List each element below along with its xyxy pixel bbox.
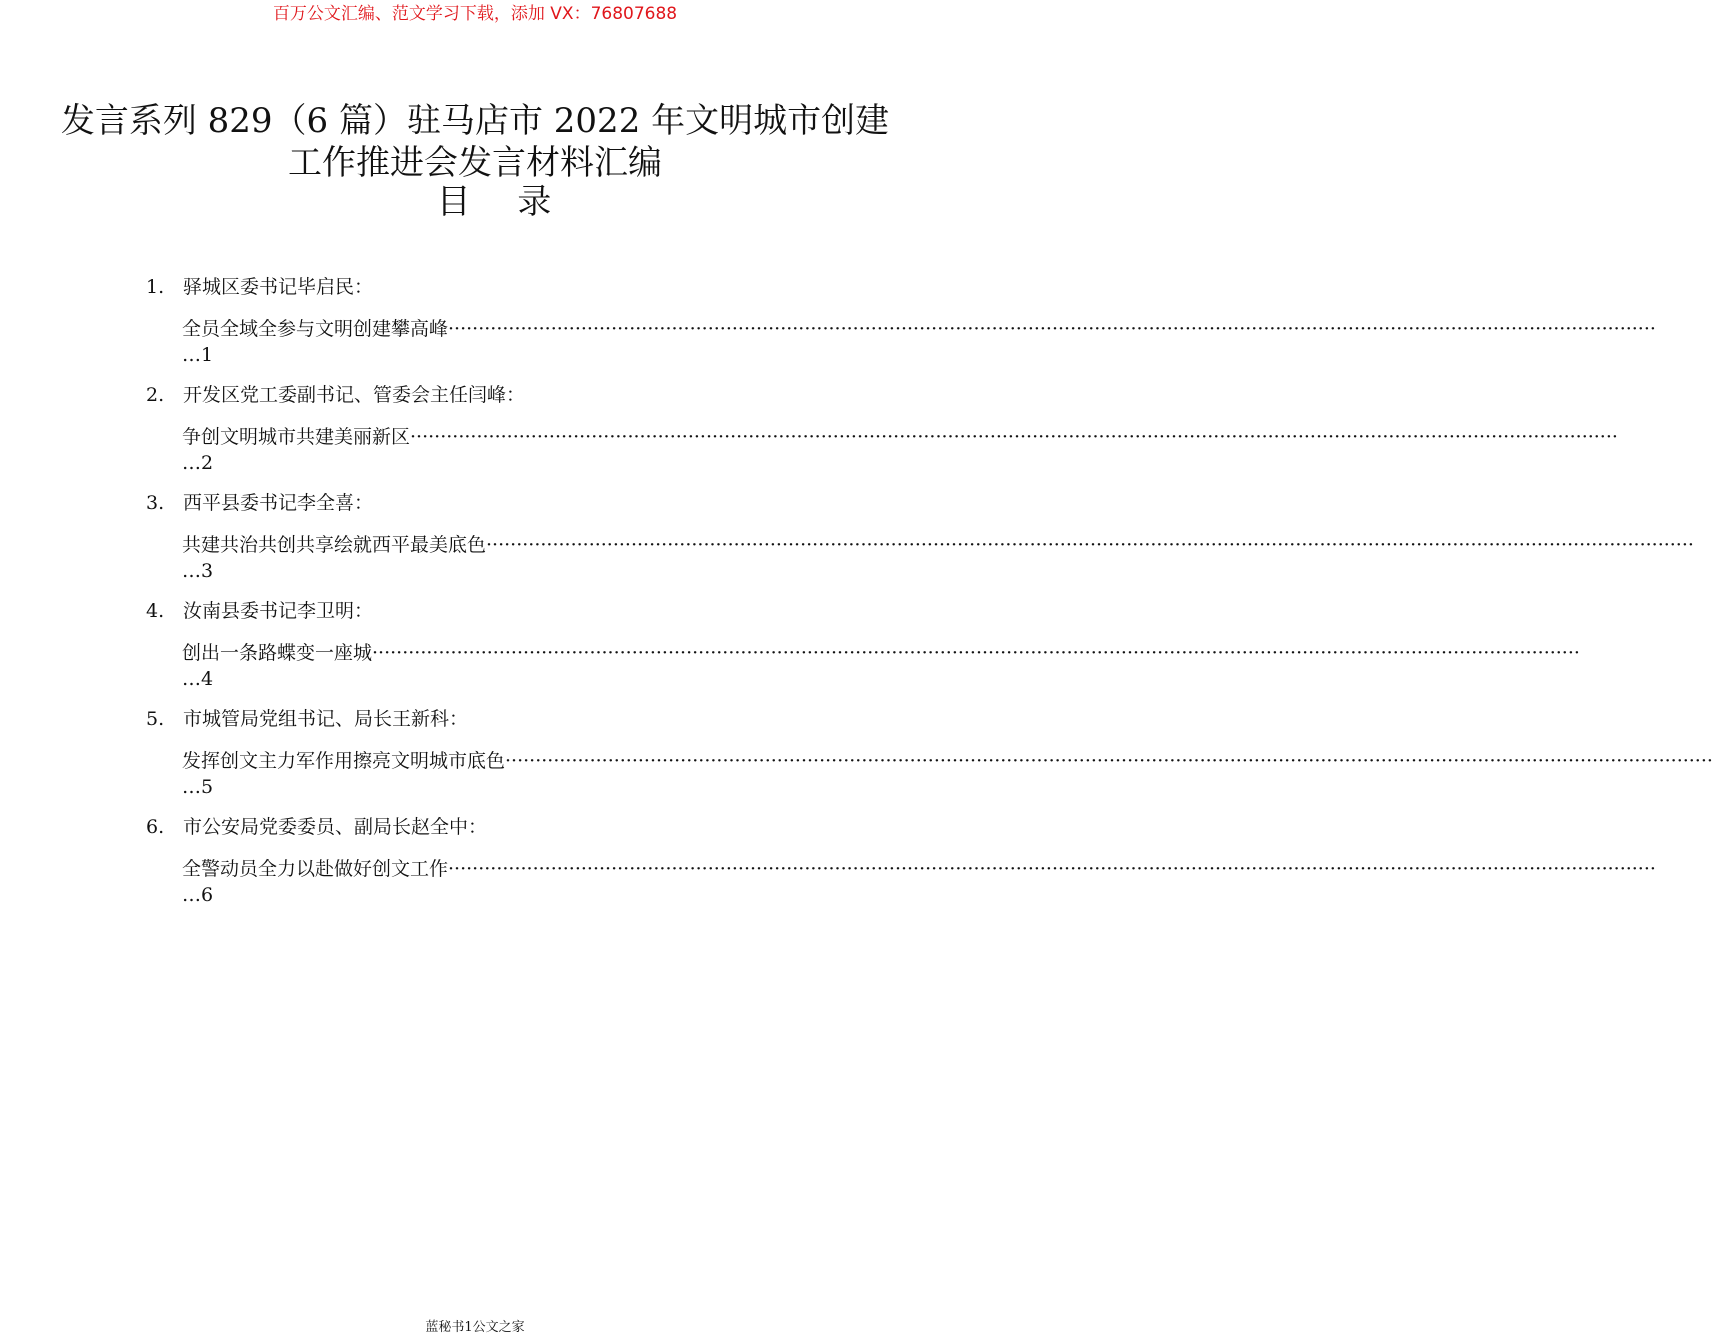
toc-entry-number: 5. (146, 708, 165, 730)
toc-speech-line[interactable] (182, 314, 1656, 344)
toc-entry (146, 272, 1656, 380)
toc-speaker-line (146, 272, 373, 302)
toc-page-number: …2 (182, 452, 214, 474)
toc-speaker-line (146, 488, 373, 518)
toc-entry-number: 4. (146, 600, 165, 622)
toc-speech-line[interactable] (182, 746, 1713, 776)
dot-leader: ········································································································································································································ (505, 750, 1713, 772)
toc-page-number: …5 (182, 776, 214, 798)
toc-speech-title[interactable]: 发挥创文主力军作用擦亮文明城市底色 (182, 750, 506, 772)
table-of-contents (146, 272, 1713, 920)
toc-heading: 目 录 (436, 182, 570, 222)
toc-entry (146, 704, 1713, 812)
document-title: 发言系列 829（6 篇）驻马店市 2022 年文明城市创建工作推进会发言材料汇编 (60, 101, 890, 183)
toc-entry-number: 1. (146, 276, 165, 298)
toc-entry-number: 6. (146, 816, 165, 838)
toc-page-number: …6 (182, 884, 214, 906)
dot-leader: ········································································································································································································ (486, 534, 1694, 556)
toc-speech-line[interactable] (182, 530, 1694, 560)
toc-entry (146, 488, 1694, 596)
toc-speech-title[interactable]: 共建共治共创共享绘就西平最美底色 (182, 534, 487, 556)
toc-speaker: 开发区党工委副书记、管委会主任闫峰： (183, 384, 526, 406)
toc-entry (146, 380, 1618, 488)
toc-entry-number: 3. (146, 492, 165, 514)
toc-speaker: 市城管局党组书记、局长王新科： (183, 708, 469, 730)
toc-entry (146, 812, 1656, 920)
toc-speech-title[interactable]: 创出一条路蝶变一座城 (182, 642, 373, 664)
toc-speech-line[interactable] (182, 638, 1580, 668)
toc-speaker-line (146, 704, 468, 734)
toc-speech-line[interactable] (182, 422, 1618, 452)
promo-banner: 百万公文汇编、范文学习下载，添加 VX：76807688 (272, 4, 678, 24)
toc-speech-title[interactable]: 争创文明城市共建美丽新区 (182, 426, 411, 448)
toc-speech-title[interactable]: 全警动员全力以赴做好创文工作 (182, 858, 449, 880)
toc-page-number: …3 (182, 560, 214, 582)
toc-speech-title[interactable]: 全员全域全参与文明创建攀高峰 (182, 318, 449, 340)
dot-leader: ········································································································································································································ (372, 642, 1580, 664)
toc-speaker: 驿城区委书记毕启民： (183, 276, 374, 298)
toc-speaker: 汝南县委书记李卫明： (183, 600, 374, 622)
toc-speech-line[interactable] (182, 854, 1656, 884)
toc-entry-number: 2. (146, 384, 165, 406)
page-footer: 蓝秘书1公文之家 (425, 1320, 525, 1335)
toc-entry (146, 596, 1580, 704)
toc-speaker-line (146, 380, 525, 410)
toc-speaker-line (146, 812, 487, 842)
dot-leader: ········································································································································································································ (448, 858, 1656, 880)
dot-leader: ········································································································································································································ (410, 426, 1618, 448)
toc-speaker: 西平县委书记李全喜： (183, 492, 374, 514)
toc-speaker-line (146, 596, 373, 626)
toc-page-number: …1 (182, 344, 214, 366)
toc-page-number: …4 (182, 668, 214, 690)
toc-speaker: 市公安局党委委员、副局长赵全中： (183, 816, 488, 838)
dot-leader: ········································································································································································································ (448, 318, 1656, 340)
